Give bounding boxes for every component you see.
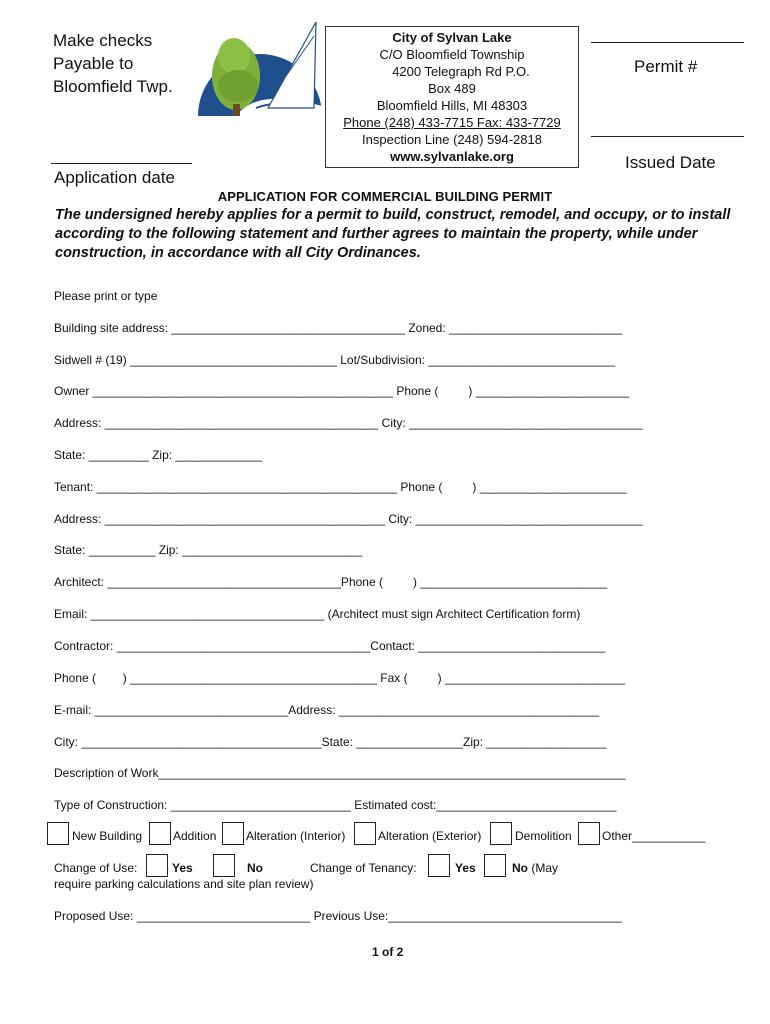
website-line: www.sylvanlake.org	[390, 149, 514, 164]
change-of-tenancy-no-checkbox[interactable]	[484, 854, 506, 877]
tenant-address-field[interactable]: Address: __________________________________________ City: __________________________________	[54, 512, 643, 526]
new-building-label: New Building	[72, 829, 143, 843]
change-of-tenancy-yes-checkbox[interactable]	[428, 854, 450, 877]
payable-note	[53, 29, 173, 98]
tenant-state-zip-field[interactable]: State: __________ Zip: ___________________________	[54, 543, 363, 557]
alteration-interior-checkbox[interactable]	[222, 822, 244, 845]
address-line: City of Sylvan Lake	[392, 30, 512, 45]
description-field[interactable]: Description of Work______________________________________________________________________	[54, 766, 626, 780]
change-of-use-no-label: No	[247, 861, 263, 875]
alteration-exterior-label: Alteration (Exterior)	[378, 829, 482, 843]
owner-field[interactable]: Owner _____________________________________________ Phone ( ) _______________________	[54, 384, 630, 398]
intro-statement: The undersigned hereby applies for a permit to build, construct, remodel, and occupy, or to install according to the following statement and further agrees to maintain the property, while under construction, in accordance with all City Ordinances.	[55, 207, 731, 261]
permit-number-label: Permit #	[634, 57, 698, 76]
address-line: Box 489	[428, 81, 476, 96]
proposed-previous-use-field[interactable]: Proposed Use: __________________________ Previous Use:___________________________________	[54, 909, 622, 923]
owner-state-zip-field[interactable]: State: _________ Zip: _____________	[54, 448, 263, 462]
phone-fax-field[interactable]: Phone ( ) _____________________________________ Fax ( ) ___________________________	[54, 671, 626, 685]
change-of-use-no-checkbox[interactable]	[213, 854, 235, 877]
alteration-interior-label: Alteration (Interior)	[246, 829, 346, 843]
issued-date-label: Issued Date	[625, 153, 716, 172]
change-of-tenancy-yes-label: Yes	[455, 861, 476, 875]
permit-number-line[interactable]	[591, 42, 744, 43]
address-line: 4200 Telegraph Rd P.O.	[392, 64, 530, 79]
owner-address-field[interactable]: Address: _________________________________________ City: ___________________________________	[54, 416, 643, 430]
demolition-checkbox[interactable]	[490, 822, 512, 845]
architect-email-field[interactable]: Email: ___________________________________ (Architect must sign Architect Certification form)	[54, 607, 581, 621]
payable-line: Bloomfield Twp.	[53, 77, 173, 96]
application-date-line[interactable]	[51, 163, 192, 164]
change-of-use-label: Change of Use:	[54, 861, 138, 875]
building-site-field[interactable]: Building site address: ___________________________________ Zoned: __________________________	[54, 321, 623, 335]
addition-checkbox[interactable]	[149, 822, 171, 845]
tenant-field[interactable]: Tenant: _____________________________________________ Phone ( ) ______________________	[54, 480, 627, 494]
no-text: No	[512, 861, 528, 875]
alteration-exterior-checkbox[interactable]	[354, 822, 376, 845]
city-state-zip-field[interactable]: City: ____________________________________State: ________________Zip: __________________	[54, 735, 607, 749]
city-logo	[196, 16, 326, 120]
phone-fax-line: Phone (248) 433-7715 Fax: 433-7729	[343, 115, 561, 130]
address-line: C/O Bloomfield Township	[379, 47, 525, 62]
may-text: (May	[528, 861, 558, 875]
change-of-tenancy-no-label	[512, 861, 558, 875]
other-label: Other___________	[602, 829, 706, 843]
payable-line: Payable to	[53, 54, 134, 73]
parking-note: require parking calculations and site plan review)	[54, 877, 314, 891]
issued-date-line[interactable]	[591, 136, 744, 137]
change-of-tenancy-label: Change of Tenancy:	[310, 861, 417, 875]
type-cost-field[interactable]: Type of Construction: ___________________________ Estimated cost:___________________________	[54, 798, 617, 812]
sidwell-field[interactable]: Sidwell # (19) _______________________________ Lot/Subdivision: ____________________________	[54, 353, 616, 367]
architect-field[interactable]: Architect: ___________________________________Phone ( ) ____________________________	[54, 575, 608, 589]
city-address-box	[325, 26, 579, 168]
demolition-label: Demolition	[515, 829, 572, 843]
other-checkbox[interactable]	[578, 822, 600, 845]
contractor-email-field[interactable]: E-mail: _____________________________Address: _______________________________________	[54, 703, 600, 717]
address-line: Inspection Line (248) 594-2818	[362, 132, 542, 147]
page-number: 1 of 2	[372, 945, 404, 959]
addition-label: Addition	[173, 829, 217, 843]
payable-line: Make checks	[53, 31, 153, 50]
change-of-use-yes-label: Yes	[172, 861, 193, 875]
form-title: APPLICATION FOR COMMERCIAL BUILDING PERMIT	[217, 189, 553, 204]
change-of-use-yes-checkbox[interactable]	[146, 854, 168, 877]
contractor-field[interactable]: Contractor: ______________________________________Contact: ____________________________	[54, 639, 606, 653]
print-instruction: Please print or type	[54, 289, 158, 303]
application-date-label: Application date	[54, 168, 175, 187]
address-line: Bloomfield Hills, MI 48303	[376, 98, 528, 113]
new-building-checkbox[interactable]	[47, 822, 69, 845]
